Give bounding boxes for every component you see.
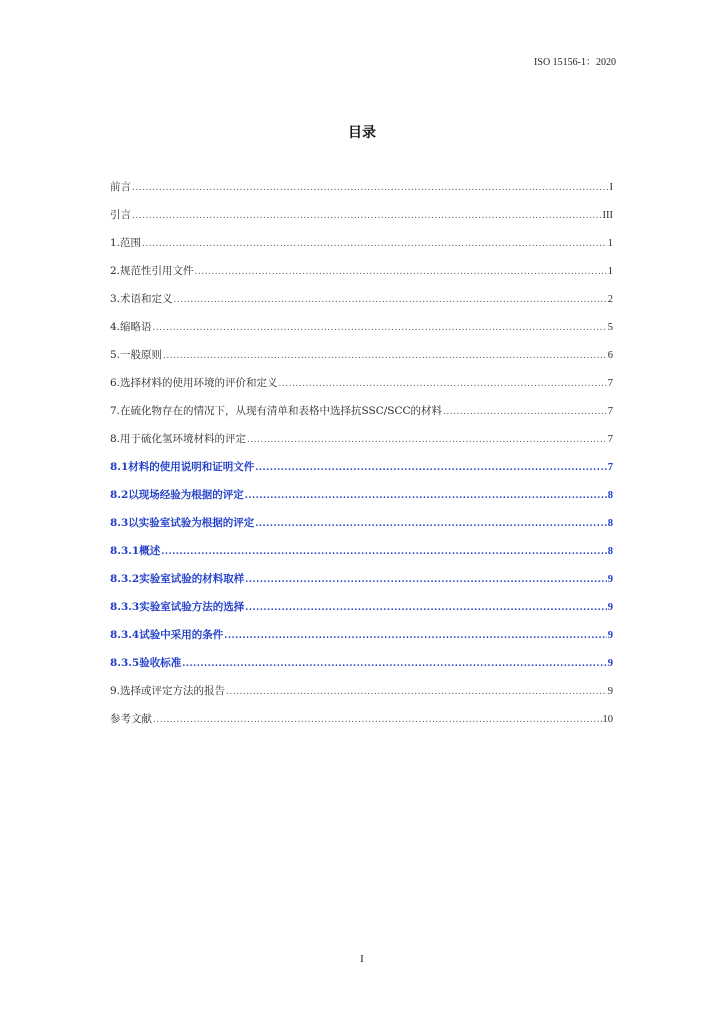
toc-entry-label: 5.一般原则 xyxy=(110,349,163,361)
toc-dot-leader xyxy=(255,461,606,475)
toc-entry-label: 8.用于硫化氢环境材料的评定 xyxy=(110,433,247,445)
toc-entry-label: 参考文献 xyxy=(110,713,152,725)
toc-entry-page: 7 xyxy=(607,406,613,417)
toc-dot-leader xyxy=(132,181,609,195)
toc-entry[interactable] xyxy=(110,236,613,264)
toc-dot-leader xyxy=(163,349,607,363)
toc-dot-leader xyxy=(224,629,607,643)
toc-entry-label: 8.3.3实验室试验方法的选择 xyxy=(110,601,245,613)
toc-entry[interactable] xyxy=(110,180,613,208)
toc-entry-page: 9 xyxy=(607,686,613,697)
toc-entry[interactable] xyxy=(110,488,613,516)
toc-entry[interactable] xyxy=(110,348,613,376)
toc-dot-leader xyxy=(245,489,607,503)
toc-entry-page: 5 xyxy=(607,322,613,333)
toc-entry-page: 9 xyxy=(607,574,613,585)
toc-entry-label: 6.选择材料的使用环境的评价和定义 xyxy=(110,377,278,389)
toc-entry[interactable] xyxy=(110,264,613,292)
toc-entry-label: 3.术语和定义 xyxy=(110,293,173,305)
toc-entry[interactable] xyxy=(110,376,613,404)
toc-entry-label: 引言 xyxy=(110,209,131,221)
toc-entry[interactable] xyxy=(110,572,613,600)
toc-dot-leader xyxy=(279,377,607,391)
toc-entry-page: I xyxy=(609,182,613,193)
toc-entry[interactable] xyxy=(110,432,613,460)
toc-dot-leader xyxy=(174,293,607,307)
toc-entry-page: 8 xyxy=(607,546,613,557)
toc-entry-label: 1.范围 xyxy=(110,237,142,249)
toc-entry-label: 8.3.1概述 xyxy=(110,545,161,557)
toc-entry-page: 2 xyxy=(607,294,613,305)
toc-dot-leader xyxy=(247,433,607,447)
toc-entry[interactable] xyxy=(110,516,613,544)
toc-entry-page: 6 xyxy=(607,350,613,361)
toc-entry[interactable] xyxy=(110,600,613,628)
toc-entry[interactable] xyxy=(110,656,613,684)
toc-entry-page: 9 xyxy=(607,602,613,613)
toc-entry-page: III xyxy=(602,210,613,221)
toc-entry-label: 7.在硫化物存在的情况下，从现有清单和表格中选择抗SSC/SCC的材料 xyxy=(110,405,443,417)
toc-entry[interactable] xyxy=(110,208,613,236)
toc-entry[interactable] xyxy=(110,684,613,712)
toc-dot-leader xyxy=(132,209,602,223)
toc-dot-leader xyxy=(255,517,606,531)
toc-entry[interactable] xyxy=(110,544,613,572)
toc-entry-label: 2.规范性引用文件 xyxy=(110,265,194,277)
toc-entry[interactable] xyxy=(110,320,613,348)
toc-entry-page: 7 xyxy=(607,462,613,473)
toc-entry-label: 9.选择或评定方法的报告 xyxy=(110,685,226,697)
toc-entry[interactable] xyxy=(110,712,613,740)
toc-entry-label: 8.2以现场经验为根据的评定 xyxy=(110,489,244,501)
toc-entry-page: 9 xyxy=(607,630,613,641)
toc-entry-label: 8.1材料的使用说明和证明文件 xyxy=(110,461,255,473)
toc-entry-page: 1 xyxy=(607,266,613,277)
document-header: ISO 15156-1：2020 xyxy=(534,57,616,68)
toc-entry-label: 4.缩略语 xyxy=(110,321,152,333)
page-number: I xyxy=(360,953,364,965)
toc-dot-leader xyxy=(153,713,602,727)
toc-dot-leader xyxy=(142,237,607,251)
toc-dot-leader xyxy=(182,657,607,671)
toc-entry-page: 1 xyxy=(607,238,613,249)
toc-entry[interactable] xyxy=(110,628,613,656)
toc-entry-page: 9 xyxy=(607,658,613,669)
toc-entry-label: 8.3.2实验室试验的材料取样 xyxy=(110,573,245,585)
toc-entry[interactable] xyxy=(110,292,613,320)
toc-entry-page: 10 xyxy=(602,714,613,725)
table-of-contents xyxy=(110,180,613,740)
toc-dot-leader xyxy=(161,545,607,559)
toc-dot-leader xyxy=(245,573,607,587)
toc-entry-label: 8.3.5验收标准 xyxy=(110,657,182,669)
toc-dot-leader xyxy=(226,685,607,699)
toc-entry-label: 8.3.4试验中采用的条件 xyxy=(110,629,224,641)
toc-dot-leader xyxy=(153,321,607,335)
toc-entry[interactable] xyxy=(110,404,613,432)
toc-dot-leader xyxy=(245,601,607,615)
toc-entry-page: 8 xyxy=(607,518,613,529)
toc-entry-page: 8 xyxy=(607,490,613,501)
toc-entry-page: 7 xyxy=(607,378,613,389)
toc-entry-label: 前言 xyxy=(110,181,131,193)
toc-entry-label: 8.3以实验室试验为根据的评定 xyxy=(110,517,255,529)
toc-entry-page: 7 xyxy=(607,434,613,445)
toc-entry[interactable] xyxy=(110,460,613,488)
toc-dot-leader xyxy=(195,265,607,279)
toc-dot-leader xyxy=(443,405,607,419)
page-title: 目录 xyxy=(348,125,376,141)
